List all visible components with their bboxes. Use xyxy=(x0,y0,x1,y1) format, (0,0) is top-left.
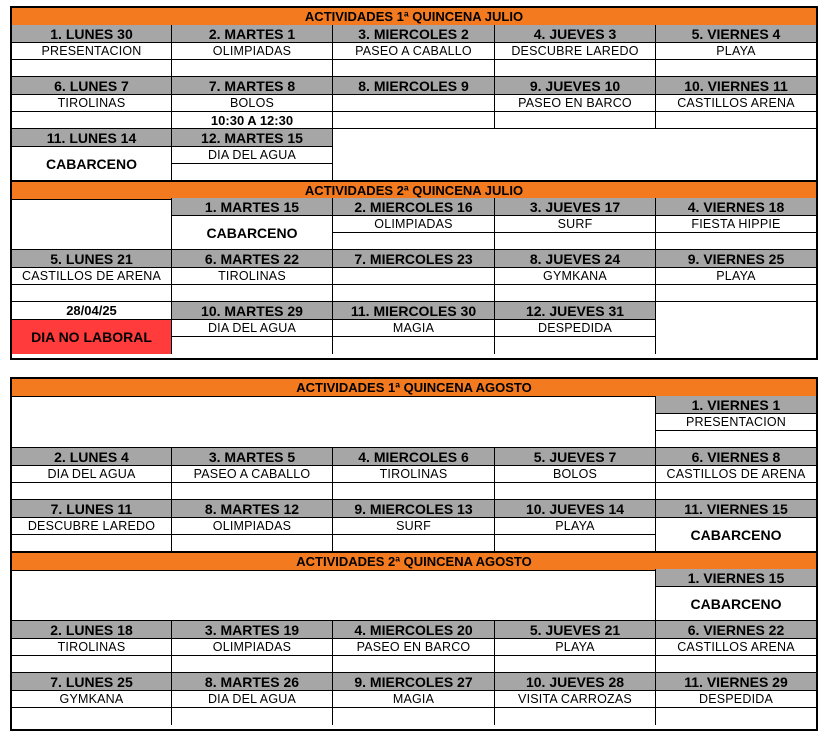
empty-cell xyxy=(333,535,495,552)
day-header: 4. VIERNES 18 xyxy=(656,198,816,216)
activity: SURF xyxy=(495,216,656,233)
activity: TIROLINAS xyxy=(333,466,495,483)
holiday-badge: DIA NO LABORAL xyxy=(12,320,172,354)
day-header: 7. LUNES 11 xyxy=(12,500,172,518)
day-header: 6. VIERNES 22 xyxy=(656,621,816,639)
day-header: 7. MARTES 8 xyxy=(172,77,333,95)
activity: OLIMPIADAS xyxy=(172,518,333,535)
day-header: 12. MARTES 15 xyxy=(172,129,333,147)
day-header: 9. VIERNES 25 xyxy=(656,250,816,268)
activity: SURF xyxy=(333,518,495,535)
day-header: 2. MARTES 1 xyxy=(172,25,333,43)
empty-cell xyxy=(172,285,333,302)
day-header: 1. VIERNES 1 xyxy=(656,396,816,414)
empty-cell xyxy=(172,337,333,354)
activity: PLAYA xyxy=(656,268,816,285)
activity-featured: CABARCENO xyxy=(172,216,333,250)
empty-cell xyxy=(656,285,816,302)
empty-area xyxy=(656,302,816,354)
empty-cell xyxy=(333,708,495,725)
day-header: 5. JUEVES 7 xyxy=(495,448,656,466)
activity: PASEO A CABALLO xyxy=(333,43,495,60)
activity: DESPEDIDA xyxy=(656,691,816,708)
activity: DIA DEL AGUA xyxy=(172,691,333,708)
day-header: 8. JUEVES 24 xyxy=(495,250,656,268)
activity: MAGIA xyxy=(333,691,495,708)
activity: PRESENTACION xyxy=(12,43,172,60)
empty-cell xyxy=(495,285,656,302)
day-header: 1. MARTES 15 xyxy=(172,198,333,216)
activity: CASTILLOS ARENA xyxy=(656,639,816,656)
day-header: 3. MARTES 19 xyxy=(172,621,333,639)
day-header: 5. JUEVES 21 xyxy=(495,621,656,639)
activity xyxy=(333,268,495,285)
empty-cell xyxy=(656,112,816,129)
activity: OLIMPIADAS xyxy=(172,639,333,656)
empty-cell xyxy=(495,337,656,354)
july-q2-title: ACTIVIDADES 2ª QUINCENA JULIO xyxy=(12,181,816,200)
empty-cell xyxy=(172,535,333,552)
empty-area xyxy=(12,396,656,448)
day-header: 11. VIERNES 15 xyxy=(656,500,816,518)
empty-cell xyxy=(12,483,172,500)
activity: TIROLINAS xyxy=(12,95,172,112)
day-header: 1. LUNES 30 xyxy=(12,25,172,43)
activity: BOLOS xyxy=(172,95,333,112)
activity: BOLOS xyxy=(495,466,656,483)
empty-cell xyxy=(172,164,333,181)
day-header: 11. MIERCOLES 30 xyxy=(333,302,495,320)
empty-cell xyxy=(333,483,495,500)
empty-cell xyxy=(656,431,816,448)
empty-cell xyxy=(12,285,172,302)
day-header: 1. VIERNES 15 xyxy=(656,569,816,587)
empty-cell xyxy=(495,483,656,500)
empty-cell xyxy=(12,60,172,77)
activity-featured: CABARCENO xyxy=(656,587,816,621)
empty-area xyxy=(12,569,656,621)
activity: DESPEDIDA xyxy=(495,320,656,337)
day-header: 8. MARTES 12 xyxy=(172,500,333,518)
august-q2-title: ACTIVIDADES 2ª QUINCENA AGOSTO xyxy=(12,552,816,571)
empty-cell xyxy=(172,656,333,673)
empty-cell xyxy=(495,708,656,725)
day-header: 8. MIERCOLES 9 xyxy=(333,77,495,95)
activity: GYMKANA xyxy=(495,268,656,285)
empty-cell xyxy=(495,535,656,552)
day-header: 5. LUNES 21 xyxy=(12,250,172,268)
day-header: 3. MIERCOLES 2 xyxy=(333,25,495,43)
empty-cell xyxy=(12,535,172,552)
empty-cell xyxy=(12,708,172,725)
activity: PLAYA xyxy=(495,639,656,656)
august-q1-title: ACTIVIDADES 1ª QUINCENA AGOSTO xyxy=(12,379,816,397)
empty-cell xyxy=(12,656,172,673)
activity: MAGIA xyxy=(333,320,495,337)
activity: FIESTA HIPPIE xyxy=(656,216,816,233)
activity: CASTILLOS ARENA xyxy=(656,95,816,112)
activity: CASTILLOS DE ARENA xyxy=(656,466,816,483)
empty-area xyxy=(12,198,172,250)
empty-cell xyxy=(656,483,816,500)
activity xyxy=(333,95,495,112)
day-header: 12. JUEVES 31 xyxy=(495,302,656,320)
activity: PLAYA xyxy=(495,518,656,535)
empty-cell xyxy=(12,112,172,129)
empty-cell xyxy=(656,656,816,673)
activity: OLIMPIADAS xyxy=(172,43,333,60)
empty-cell xyxy=(333,337,495,354)
day-header: 10. JUEVES 14 xyxy=(495,500,656,518)
date-label: 28/04/25 xyxy=(12,302,172,320)
empty-cell xyxy=(656,708,816,725)
activity-time: 10:30 A 12:30 xyxy=(172,112,333,129)
day-header: 6. VIERNES 8 xyxy=(656,448,816,466)
day-header: 3. MARTES 5 xyxy=(172,448,333,466)
day-header: 9. JUEVES 10 xyxy=(495,77,656,95)
day-header: 6. MARTES 22 xyxy=(172,250,333,268)
day-header: 10. JUEVES 28 xyxy=(495,673,656,691)
empty-area xyxy=(333,129,816,181)
day-header: 4. MIERCOLES 6 xyxy=(333,448,495,466)
empty-cell xyxy=(333,656,495,673)
empty-cell xyxy=(172,483,333,500)
activity: TIROLINAS xyxy=(172,268,333,285)
empty-cell xyxy=(333,233,495,250)
day-header: 8. MARTES 26 xyxy=(172,673,333,691)
day-header: 9. MIERCOLES 13 xyxy=(333,500,495,518)
empty-cell xyxy=(495,60,656,77)
empty-cell xyxy=(172,708,333,725)
day-header: 7. LUNES 25 xyxy=(12,673,172,691)
activity: DIA DEL AGUA xyxy=(172,320,333,337)
activity: PLAYA xyxy=(656,43,816,60)
day-header: 7. MIERCOLES 23 xyxy=(333,250,495,268)
activity: PRESENTACION xyxy=(656,414,816,431)
activity: TIROLINAS xyxy=(12,639,172,656)
august-schedule xyxy=(10,377,818,731)
day-header: 10. VIERNES 11 xyxy=(656,77,816,95)
empty-cell xyxy=(333,285,495,302)
activity: GYMKANA xyxy=(12,691,172,708)
day-header: 11. LUNES 14 xyxy=(12,129,172,147)
day-header: 4. JUEVES 3 xyxy=(495,25,656,43)
day-header: 9. MIERCOLES 27 xyxy=(333,673,495,691)
july-schedule xyxy=(10,6,818,360)
activity: DESCUBRE LAREDO xyxy=(495,43,656,60)
empty-cell xyxy=(172,60,333,77)
day-header: 11. VIERNES 29 xyxy=(656,673,816,691)
empty-cell xyxy=(333,112,495,129)
activity: PASEO A CABALLO xyxy=(172,466,333,483)
day-header: 2. LUNES 18 xyxy=(12,621,172,639)
activity: PASEO EN BARCO xyxy=(333,639,495,656)
empty-cell xyxy=(495,112,656,129)
activity-featured: CABARCENO xyxy=(12,147,172,181)
day-header: 10. MARTES 29 xyxy=(172,302,333,320)
activity: DESCUBRE LAREDO xyxy=(12,518,172,535)
activity: CASTILLOS DE ARENA xyxy=(12,268,172,285)
activity: OLIMPIADAS xyxy=(333,216,495,233)
empty-cell xyxy=(656,60,816,77)
activity: VISITA CARROZAS xyxy=(495,691,656,708)
day-header: 3. JUEVES 17 xyxy=(495,198,656,216)
july-q1-title: ACTIVIDADES 1ª QUINCENA JULIO xyxy=(12,8,816,26)
activity-featured: CABARCENO xyxy=(656,518,816,552)
empty-cell xyxy=(495,233,656,250)
empty-cell xyxy=(495,656,656,673)
day-header: 4. MIERCOLES 20 xyxy=(333,621,495,639)
day-header: 2. MIERCOLES 16 xyxy=(333,198,495,216)
activity: PASEO EN BARCO xyxy=(495,95,656,112)
day-header: 5. VIERNES 4 xyxy=(656,25,816,43)
day-header: 2. LUNES 4 xyxy=(12,448,172,466)
empty-cell xyxy=(333,60,495,77)
empty-cell xyxy=(656,233,816,250)
activity: DIA DEL AGUA xyxy=(172,147,333,164)
day-header: 6. LUNES 7 xyxy=(12,77,172,95)
activity: DIA DEL AGUA xyxy=(12,466,172,483)
